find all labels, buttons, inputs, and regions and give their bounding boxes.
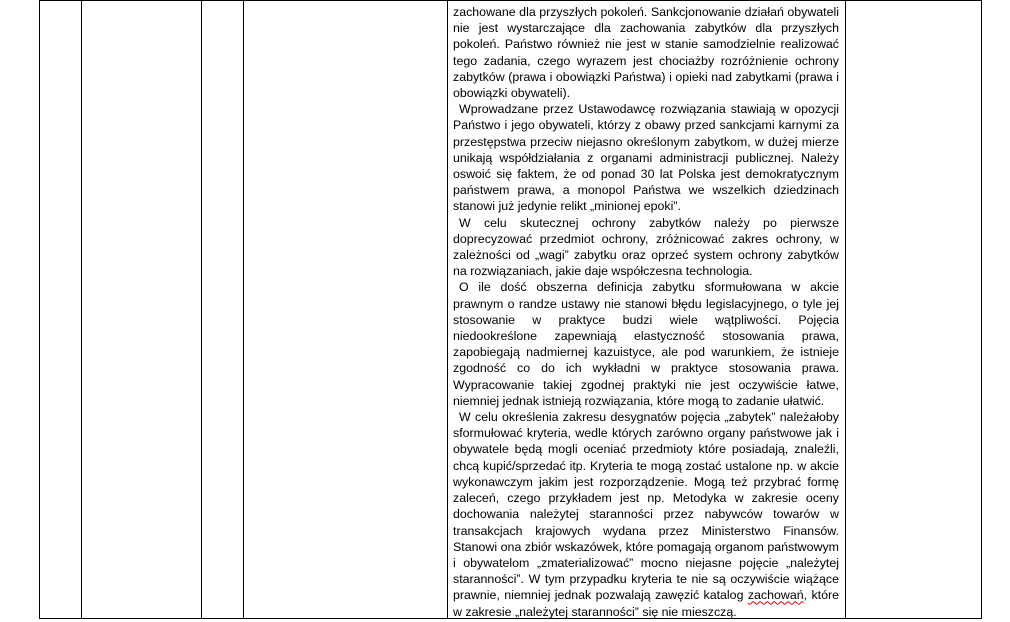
column-border-6 [845, 0, 846, 619]
paragraph-protection-scope: W celu skutecznej ochrony zabytków należy po pierwsze doprecyzować przedmiot ochrony, zróżnicować zakres ochrony, w zależności od „wagi” zabytku oraz oprzeć system ochrony zabytków na rozwiązaniach, jakie daje współczesna technologia. [453, 215, 839, 279]
paragraph-legislator-solutions: Wprowadzane przez Ustawodawcę rozwiązania stawiają w opozycji Państwo i jego obywateli, którzy z obawy przed sankcjami karnymi za przestępstwa przeciw niejasno określonym zabytkom, w dużej mierze unikają współdziałania z organami administracji publicznej. Należy oswoić się faktem, że od ponad 30 lat Polska jest demokratycznym państwem prawa, a monopol Państwa we wszelkich dziedzinach stanowi już jedynie relikt „minionej epoki”. [453, 102, 839, 214]
justification-cell[interactable] [453, 4, 839, 620]
column-border-2 [81, 0, 82, 619]
column-border-7 [981, 0, 982, 619]
column-border-3 [201, 0, 202, 619]
column-border-5 [447, 0, 448, 619]
criteria-closing-text: , które w zakresie „należytej staranności” się nie mieszczą. [453, 588, 839, 619]
paragraph-continuation: zachowane dla przyszłych pokoleń. Sankcjonowanie działań obywateli nie jest wystarczające dla zachowania zabytków dla przyszłych pokoleń. Państwo również nie jest w stanie samodzielnie realizować tego zadania, czego wyrazem jest chociażby rozróżnienie ochrony zabytków (prawa i obowiązki Państwa) i opieki nad zabytkami (prawa i obowiązki obywateli). [453, 5, 839, 101]
spelling-error-word[interactable]: zachowań [747, 588, 804, 603]
column-border-1 [39, 0, 40, 619]
paragraph-criteria [453, 409, 839, 620]
paragraph-monument-definition: O ile dość obszerna definicja zabytku sformułowana w akcie prawnym o randze ustawy nie stanowi błędu legislacyjnego, o tyle jej stosowanie w praktyce budzi wiele wątpliwości. Pojęcia niedookreślone zapewniają elastyczność stosowania prawa, zapobiegają nadmiernej kazuistyce, ale pod warunkiem, że istnieje zgodność co do ich wykładni w praktyce stosowania prawa. Wypracowanie takiej zgodnej praktyki nie jest oczywiście łatwe, niemniej jednak istnieją rozwiązania, które mogą to zadanie ułatwić. [453, 280, 839, 408]
table-top-border [39, 0, 982, 1]
document-table [39, 0, 982, 619]
column-border-4 [243, 0, 244, 619]
criteria-text: W celu określenia zakresu desygnatów pojęcia „zabytek” należałoby sformułować kryteria, wedle których zarówno organy państwowe jak i obywatele będą mogli oceniać przedmioty które posiadają, znaleźli, chcą kupić/sprzedać itp. Kryteria te mogą zostać ustalone np. w akcie wykonawczym jakim jest rozporządzenie. Mogą też przybrać formę zaleceń, czego przykładem jest np. Metodyka w zakresie oceny dochowania należytej staranności przez nabywców towarów w transakcjach krajowych wydana przez Ministerstwo Finansów. Stanowi ona zbiór wskazówek, które pomagają organom państwowym i obywatelom „zmaterializować” mocno niejasne pojęcie „należytej staranności”. W tym przypadku kryteria te nie są oczywiście wiążące prawnie, niemniej jednak pozwalają zawęzić katalog [453, 410, 839, 603]
